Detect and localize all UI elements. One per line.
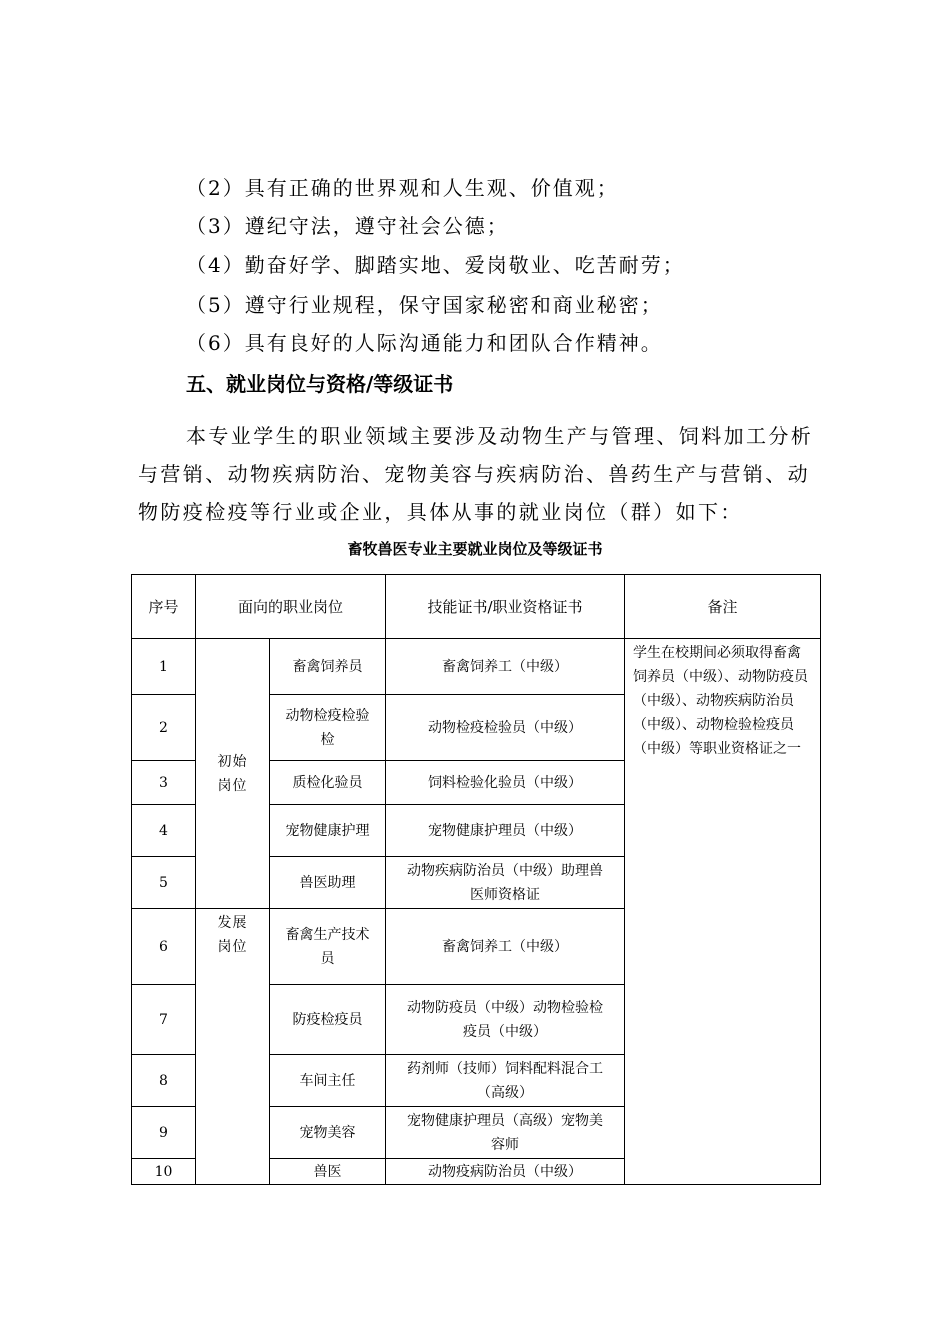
row-job: 车间主任 <box>270 1055 386 1107</box>
row-seq: 9 <box>132 1107 196 1159</box>
header-position: 面向的职业岗位 <box>196 575 386 639</box>
row-cert <box>386 857 625 909</box>
row-cert: 饲料检验化验员（中级） <box>386 761 625 805</box>
row-job <box>270 695 386 761</box>
jobs-table <box>131 574 821 1185</box>
section-heading: 五、就业岗位与资格/等级证书 <box>186 372 454 396</box>
list-item: （2）具有正确的世界观和人生观、价值观； <box>186 176 619 200</box>
row-cert-label: 药剂师（技师）饲料配料混合工（高级） <box>407 1060 604 1101</box>
category-initial <box>196 639 270 909</box>
table-row <box>132 639 821 695</box>
row-job: 防疫检疫员 <box>270 985 386 1055</box>
row-job <box>270 805 386 857</box>
row-seq: 4 <box>132 805 196 857</box>
row-job <box>270 909 386 985</box>
category-development <box>196 909 270 1185</box>
row-job: 宠物美容 <box>270 1107 386 1159</box>
list-item: （6）具有良好的人际沟通能力和团队合作精神。 <box>186 331 663 355</box>
row-cert <box>386 1055 625 1107</box>
list-item: （3）遵纪守法，遵守社会公德； <box>186 214 509 238</box>
header-note: 备注 <box>625 575 821 639</box>
note-cell: 学生在校期间必须取得畜禽饲养员（中级）、动物防疫员（中级）、动物疾病防治员（中级）、动物检验检疫员（中级）等职业资格证之一 <box>625 639 821 1185</box>
row-seq: 3 <box>132 761 196 805</box>
row-cert-label: 动物防疫员（中级）动物检验检疫员（中级） <box>407 999 604 1040</box>
row-seq: 1 <box>132 639 196 695</box>
row-job-label: 宠物健康护理 <box>285 822 370 839</box>
paragraph-line: 物防疫检疫等行业或企业，具体从事的就业岗位（群）如下： <box>138 500 743 524</box>
row-job-label: 畜禽生产技术员 <box>285 926 370 967</box>
row-cert-label: 宠物健康护理员（高级）宠物美容师 <box>407 1112 604 1153</box>
paragraph-line: 本专业学生的职业领域主要涉及动物生产与管理、饲料加工分析 <box>186 424 814 448</box>
paragraph-line: 与营销、动物疾病防治、宠物美容与疾病防治、兽药生产与营销、动 <box>138 462 810 486</box>
row-job: 质检化验员 <box>270 761 386 805</box>
row-seq: 10 <box>132 1159 196 1185</box>
row-cert: 动物检疫检验员（中级） <box>386 695 625 761</box>
category-development-label: 发展岗位 <box>217 915 248 955</box>
row-job: 兽医助理 <box>270 857 386 909</box>
row-seq: 2 <box>132 695 196 761</box>
row-cert: 畜禽饲养工（中级） <box>386 909 625 985</box>
header-seq: 序号 <box>132 575 196 639</box>
row-job: 兽医 <box>270 1159 386 1185</box>
header-certificate: 技能证书/职业资格证书 <box>386 575 625 639</box>
table-caption: 畜牧兽医专业主要就业岗位及等级证书 <box>347 540 603 558</box>
row-seq: 5 <box>132 857 196 909</box>
table-header-row <box>132 575 821 639</box>
row-seq: 7 <box>132 985 196 1055</box>
row-cert <box>386 1107 625 1159</box>
row-cert <box>386 985 625 1055</box>
list-item: （4）勤奋好学、脚踏实地、爱岗敬业、吃苦耐劳； <box>186 253 685 277</box>
row-seq: 8 <box>132 1055 196 1107</box>
row-job: 畜禽饲养员 <box>270 639 386 695</box>
category-initial-label: 初始岗位 <box>217 753 248 794</box>
row-job-label: 动物检疫检验检 <box>285 707 370 748</box>
row-cert: 动物疫病防治员（中级） <box>386 1159 625 1185</box>
row-cert: 畜禽饲养工（中级） <box>386 639 625 695</box>
list-item: （5）遵守行业规程，保守国家秘密和商业秘密； <box>186 293 663 317</box>
row-cert: 宠物健康护理员（中级） <box>386 805 625 857</box>
row-seq: 6 <box>132 909 196 985</box>
row-cert-label: 动物疾病防治员（中级）助理兽医师资格证 <box>407 862 604 903</box>
